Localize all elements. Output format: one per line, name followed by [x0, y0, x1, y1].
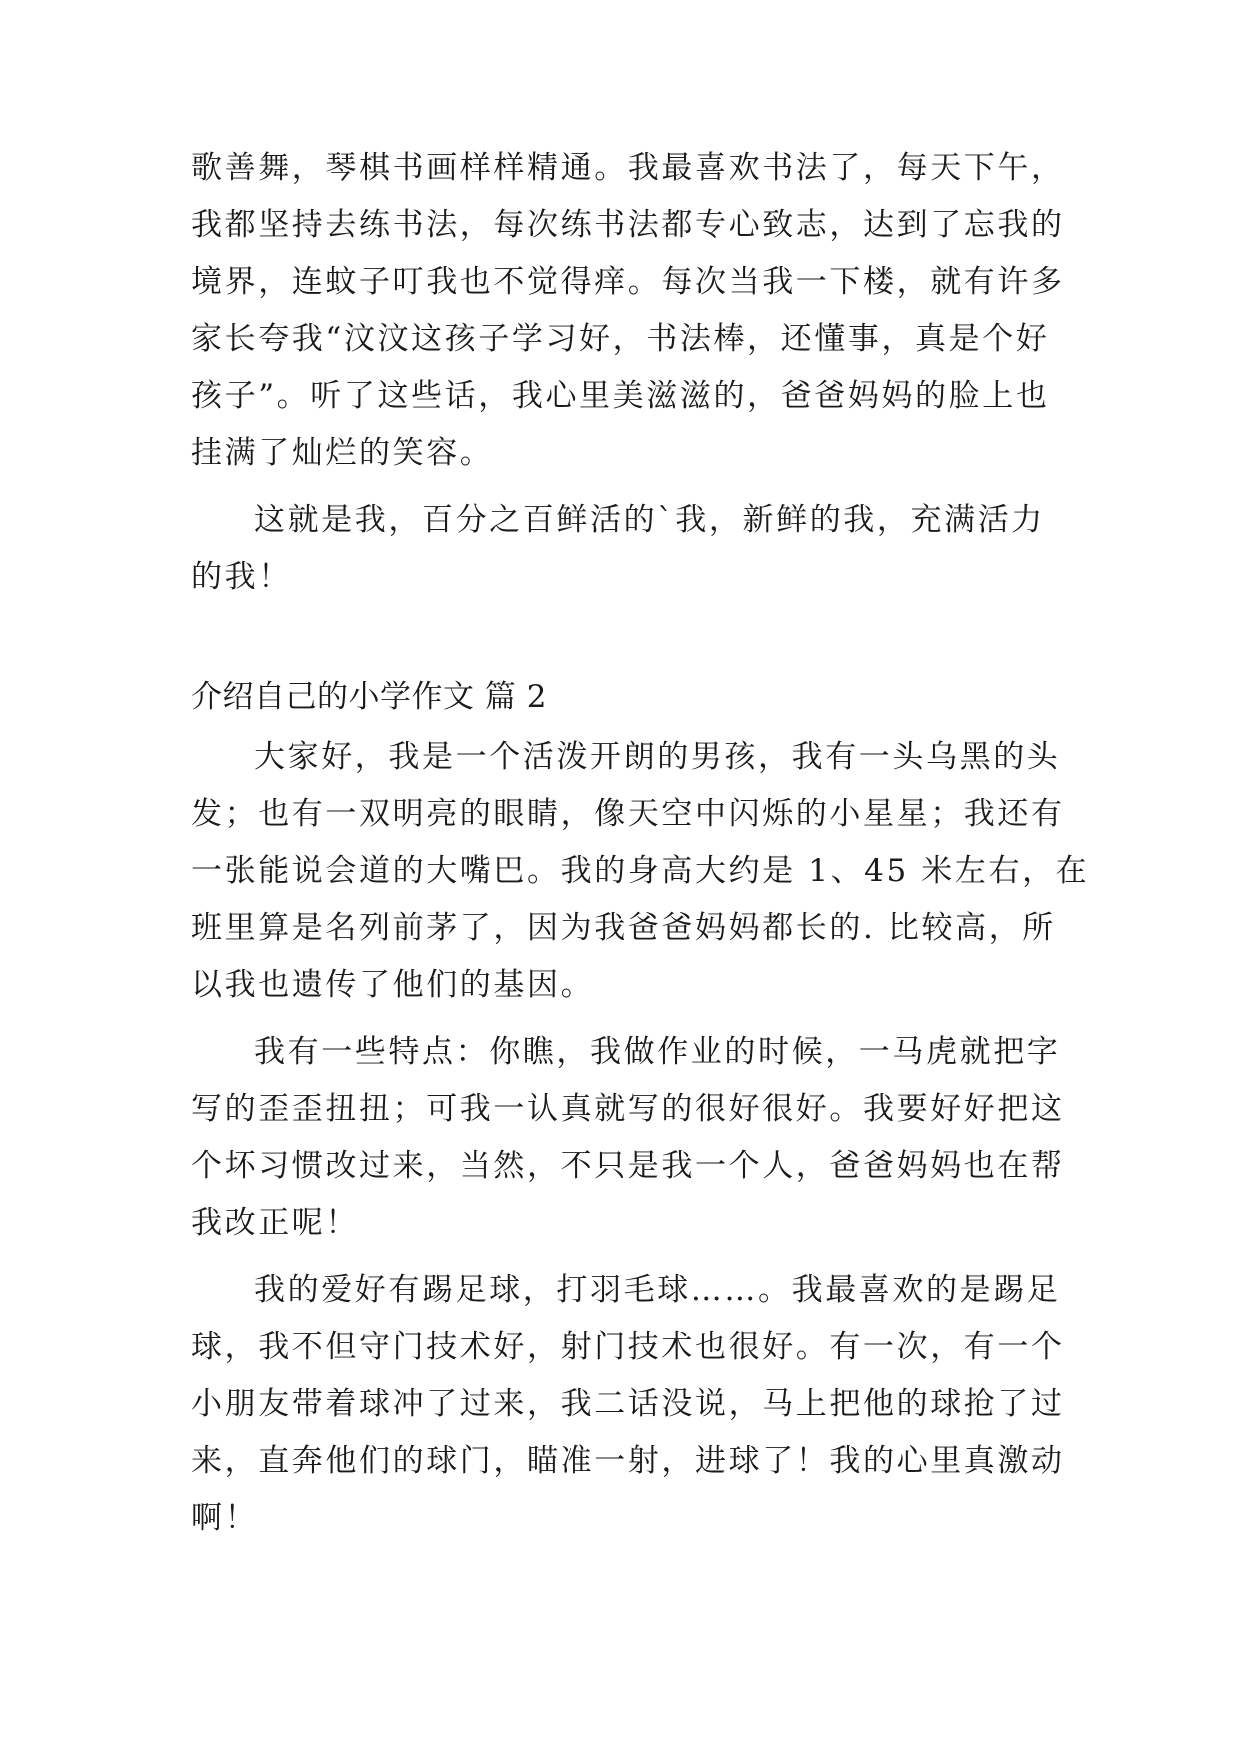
paragraph-line: 啊！: [191, 1500, 259, 1536]
paragraph-line: 挂满了灿烂的笑容。: [191, 435, 494, 471]
paragraph-line: 以我也遗传了他们的基因。: [191, 967, 595, 1003]
paragraph-line: 大家好，我是一个活泼开朗的男孩，我有一头乌黑的头: [254, 739, 1061, 775]
paragraph-line: 我都坚持去练书法，每次练书法都专心致志，达到了忘我的: [191, 207, 1065, 243]
paragraph-line: 的我！: [191, 559, 292, 595]
paragraph-line: 家长夸我“汶汶这孩子学习好，书法棒，还懂事，真是个好: [191, 321, 1050, 357]
paragraph-line: 发；也有一双明亮的眼睛，像天空中闪烁的小星星；我还有: [191, 796, 1065, 832]
paragraph-line: 孩子”。听了这些话，我心里美滋滋的，爸爸妈妈的脸上也: [191, 378, 1050, 414]
paragraph-line: 我的爱好有踢足球，打羽毛球……。我最喜欢的是踢足: [254, 1272, 1061, 1308]
paragraph-line: 小朋友带着球冲了过来，我二话没说，马上把他的球抢了过: [191, 1386, 1065, 1422]
paragraph-line: 我改正呢！: [191, 1205, 359, 1241]
section-heading: 介绍自己的小学作文 篇 2: [191, 679, 547, 715]
paragraph-line: 球，我不但守门技术好，射门技术也很好。有一次，有一个: [191, 1329, 1065, 1365]
paragraph-line: 歌善舞，琴棋书画样样精通。我最喜欢书法了，每天下午，: [191, 150, 1065, 186]
paragraph-line: 这就是我，百分之百鲜活的`我，新鲜的我，充满活力: [254, 502, 1045, 538]
paragraph-line: 境界，连蚊子叮我也不觉得痒。每次当我一下楼，就有许多: [191, 264, 1065, 300]
paragraph-line: 一张能说会道的大嘴巴。我的身高大约是 1、45 米左右，在: [191, 853, 1090, 889]
paragraph-line: 我有一些特点：你瞧，我做作业的时候，一马虎就把字: [254, 1034, 1061, 1070]
paragraph-line: 写的歪歪扭扭；可我一认真就写的很好很好。我要好好把这: [191, 1091, 1065, 1127]
paragraph-line: 个坏习惯改过来，当然，不只是我一个人，爸爸妈妈也在帮: [191, 1148, 1065, 1184]
paragraph-line: 来，直奔他们的球门，瞄准一射，进球了！我的心里真激动: [191, 1443, 1065, 1479]
paragraph-line: 班里算是名列前茅了，因为我爸爸妈妈都长的. 比较高，所: [191, 910, 1056, 946]
